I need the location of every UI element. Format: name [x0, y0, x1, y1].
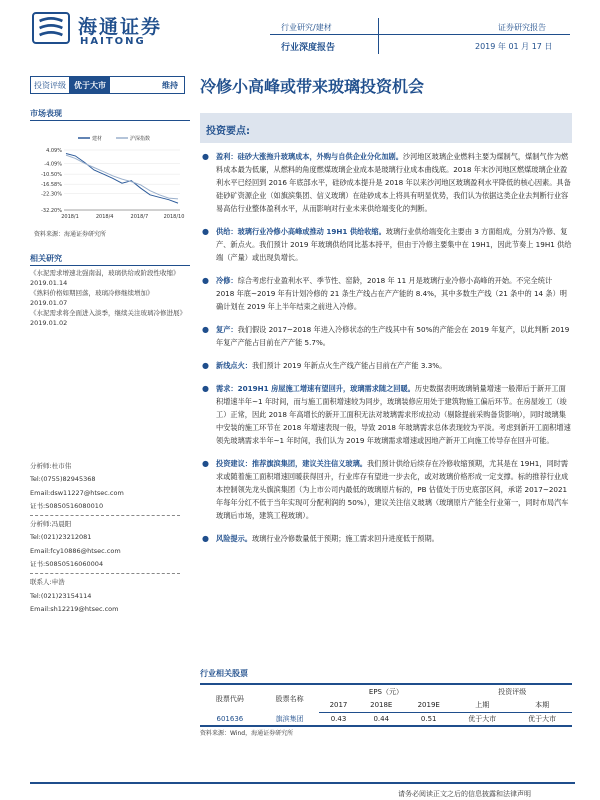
- market-divider: [30, 120, 190, 121]
- header-divider: [270, 34, 570, 35]
- key-point-text: 我们预计 2019 年新点火生产线产能占目前在产产能 3.3%。: [251, 361, 447, 370]
- key-point-heading: 盈利：硅砂大涨拖升玻璃成本，外购与自供企业分化加剧。: [216, 152, 403, 161]
- key-point-text: 沙河地区玻璃企业燃料主要为煤制气，煤制气作为燃料成本最为低廉，从燃料的角度燃煤玻璃企业成本是玻璃行业成本曲线底。2018 年末沙河地区燃煤玻璃企业盈利水平已经回到 2016 年底部水平，硅砂成本提升是 2018 年以来沙河地区玻璃盈利水平降低的核心因素。具备硅砂矿资源企业（如旗滨集团、信义玻璃）在硅砂成本上将具有明显优势，我们认为依据这类企业去判断行业容易高估行业整体盈利水平，从而影响对行业未来供给端变化的判断。: [216, 152, 571, 213]
- col-header-prev: 上期: [452, 698, 512, 712]
- key-point-paragraph: [200, 359, 572, 372]
- report-title: 冷修小高峰或带来玻璃投资机会: [200, 77, 425, 96]
- bullet-icon: ●: [202, 152, 209, 161]
- key-point-paragraph: [200, 457, 572, 522]
- col-header-code: 股票代码: [200, 684, 260, 712]
- key-point-text: 我们预计供给后续存在冷修收缩预期，尤其是在 19H1，同时需求或随着施工面积增速回暖获得回升，行业库存有望进一步去化，或对玻璃价格形成一定支撑。标的推荐行业成本控制领先龙头旗滨集团（为上市公司内最低的玻璃原片标的，PB 估值处于历史底部区间，承诺 2017~2021 年每年分红不低于当年实现可分配利润的 50%），建议关注信义玻璃（玻璃原片产能全行业第一，同时布局汽车玻璃后市场，建筑工程玻璃）。: [216, 459, 569, 520]
- y-tick-label: -4.09%: [44, 161, 62, 168]
- key-point-text: 综合考虑行业盈利水平、季节性、窑龄，2018 年 11 月是玻璃行业冷修小高峰的开始。不完全统计 2018 年底~2019 年有计划冷修的 21 条生产线占在产产能的 8.4%，其中多数生产线（21 条中的 14 条）明确计划在 2019 年上半年结束之前进入冷修。: [216, 276, 567, 311]
- investment-rating: [30, 76, 185, 94]
- col-header-2017: 2017: [319, 698, 357, 712]
- report-date: 2019 年 01 月 17 日: [475, 42, 553, 51]
- col-header-curr: 本期: [512, 698, 572, 712]
- key-point-heading: 新线点火：: [216, 361, 252, 370]
- x-tick-label: 2018/10: [163, 214, 185, 220]
- key-point-heading: 风险提示。: [216, 534, 252, 543]
- stock-table-title: 行业相关股票: [200, 669, 248, 678]
- analyst-name: 分析师:杜市伟: [30, 462, 72, 470]
- rating-label: 投资评级: [31, 77, 70, 93]
- analyst-email[interactable]: Email:fcy10886@htsec.com: [30, 546, 121, 555]
- y-tick-label: 4.09%: [46, 148, 62, 154]
- analyst-email[interactable]: Email:dsw11227@htsec.com: [30, 488, 124, 497]
- related-item[interactable]: 《水泥需求增速北强南弱，玻璃供给或阶段性收缩》2019.01.14: [30, 269, 180, 287]
- header-vertical-divider: [378, 18, 379, 54]
- analyst-tel: Tel:(021)23212081: [30, 533, 92, 542]
- key-point-text: 历史数据表明玻璃销量增速一般滞后于新开工面积增速半年~1 年时间，而与施工面积增速较为同步，玻璃装修应用处于建筑物施工偏后环节。在房屋竣工（竣工）正常，因此 2018 年高增长的新开工面积无法对玻璃需求形成拉动（剔除提前采购备货影响），同时玻璃集中安装的施工环节在 2018 年增速表现一般，导致 2018 年玻璃需求总体表现较为平淡。考虑到新开工面积增速领先玻璃需求半年~1 年时间，我们认为 2019 年玻璃需求增速或因地产新开工向施工传导存在回升可能。: [216, 384, 571, 445]
- eps-2019e: 0.51: [405, 712, 452, 726]
- market-chart: [30, 128, 188, 236]
- key-point-paragraph: [200, 323, 572, 349]
- rating-value: 优于大市: [70, 77, 110, 93]
- bullet-icon: ●: [202, 325, 209, 334]
- eps-2018e: 0.44: [358, 712, 405, 726]
- logo-english: HAITONG: [80, 36, 146, 47]
- analyst-cert: 证书:S0850516060004: [30, 560, 104, 569]
- bullet-icon: ●: [202, 276, 209, 285]
- key-point-text: 我们假设 2017~2018 年进入冷修状态的生产线其中有 50%的产能会在 2019 年复产，以此判断 2019 年复产产能占目前在产产能 5.7%。: [216, 325, 570, 347]
- haitong-logo-icon: [32, 12, 70, 44]
- contact-email[interactable]: Email:sh12219@htsec.com: [30, 604, 119, 613]
- key-points-bar: [200, 113, 572, 143]
- x-tick-label: 2018/4: [95, 214, 114, 220]
- y-tick-label: -16.58%: [41, 182, 62, 189]
- col-header-eps: EPS（元）: [319, 684, 452, 698]
- contact-name: 联系人:申浩: [30, 578, 65, 587]
- col-header-rating: 投资评级: [452, 684, 572, 698]
- col-header-name: 股票名称: [260, 684, 320, 712]
- y-tick-label: -32.20%: [41, 208, 62, 214]
- legend-label-1: 沪深指数: [130, 136, 151, 142]
- y-tick-label: -22.30%: [41, 191, 62, 198]
- key-point-heading: 冷修：: [216, 276, 238, 285]
- col-header-2018e: 2018E: [358, 698, 405, 712]
- contact-tel: Tel:(021)23154114: [30, 591, 92, 600]
- report-label: 证券研究报告: [498, 23, 546, 32]
- key-point-heading: 投资建议：推荐旗滨集团，建议关注信义玻璃。: [216, 459, 367, 468]
- chart-source: 资料来源：海通证券研究所: [34, 231, 107, 238]
- footer-divider: [30, 782, 575, 784]
- report-category: 行业研究/建材: [281, 23, 332, 32]
- x-tick-label: 2018/7: [130, 214, 149, 220]
- disclaimer-footer: 请务必阅读正文之后的信息披露和法律声明: [398, 790, 531, 798]
- key-point-text: 玻璃行业供给端变化主要由 3 方面组成，分别为冷修、复产、新点火。我们预计 2019 年玻璃供给同比基本持平，但由于冷修主要集中在 19H1，因此节奏上 19H1 供给端（产量）或出现负增长。: [216, 227, 572, 262]
- analyst-name: 分析师:冯晨阳: [30, 520, 72, 529]
- key-points-body: [200, 150, 572, 555]
- logo-chinese: 海通证券: [78, 16, 163, 38]
- legend-label-0: 建材: [92, 136, 103, 142]
- key-point-paragraph: [200, 225, 572, 264]
- key-points-title: 投资要点:: [206, 126, 250, 137]
- market-section-title: 市场表现: [30, 109, 62, 118]
- stock-name[interactable]: 旗滨集团: [260, 712, 320, 726]
- key-point-text: 玻璃行业冷修数量低于预期；施工需求回升进度低于预期。: [251, 534, 439, 543]
- bullet-icon: ●: [202, 361, 209, 370]
- key-point-paragraph: [200, 532, 572, 545]
- key-point-paragraph: [200, 382, 572, 447]
- bullet-icon: ●: [202, 384, 209, 393]
- eps-2017: 0.43: [319, 712, 357, 726]
- bullet-icon: ●: [202, 534, 209, 543]
- stock-code[interactable]: 601636: [200, 712, 260, 726]
- stock-table: [200, 683, 572, 727]
- analyst-divider: [30, 573, 180, 574]
- key-point-heading: 复产：: [216, 325, 238, 334]
- analyst-tel: Tel:(0755)82945368: [30, 475, 96, 484]
- key-point-heading: 需求：2019H1 房屋施工增速有望回升，玻璃需求随之回暖。: [216, 384, 415, 393]
- report-type: 行业深度报告: [281, 43, 336, 53]
- analyst-cert: 证书:S0850516080010: [30, 501, 104, 510]
- y-tick-label: -10.50%: [41, 172, 62, 179]
- rating-curr: 优于大市: [512, 712, 572, 726]
- related-item[interactable]: 《熟料价格如期回落，玻璃冷修继续增加》2019.01.07: [30, 289, 154, 307]
- analyst-divider: [30, 515, 180, 516]
- col-header-2019e: 2019E: [405, 698, 452, 712]
- rating-prev: 优于大市: [452, 712, 512, 726]
- x-tick-label: 2018/1: [61, 214, 79, 220]
- related-item[interactable]: 《水泥需求将全面进入淡季，继续关注玻璃冷修进展》2019.01.02: [30, 309, 186, 327]
- bullet-icon: ●: [202, 227, 209, 236]
- key-point-heading: 供给：玻璃行业冷修小高峰或推动 19H1 供给收缩。: [216, 227, 386, 236]
- related-divider: [30, 265, 190, 266]
- table-row: [200, 712, 572, 726]
- rating-maintain: 维持: [162, 80, 178, 90]
- table-source: 资料来源：Wind，海通证券研究所: [200, 730, 294, 737]
- market-chart-svg: [30, 128, 188, 236]
- key-point-paragraph: [200, 274, 572, 313]
- related-list: [30, 268, 188, 328]
- key-point-paragraph: [200, 150, 572, 215]
- analyst-list: [30, 460, 190, 616]
- bullet-icon: ●: [202, 459, 209, 468]
- report-header: [0, 0, 600, 60]
- related-section-title: 相关研究: [30, 254, 62, 263]
